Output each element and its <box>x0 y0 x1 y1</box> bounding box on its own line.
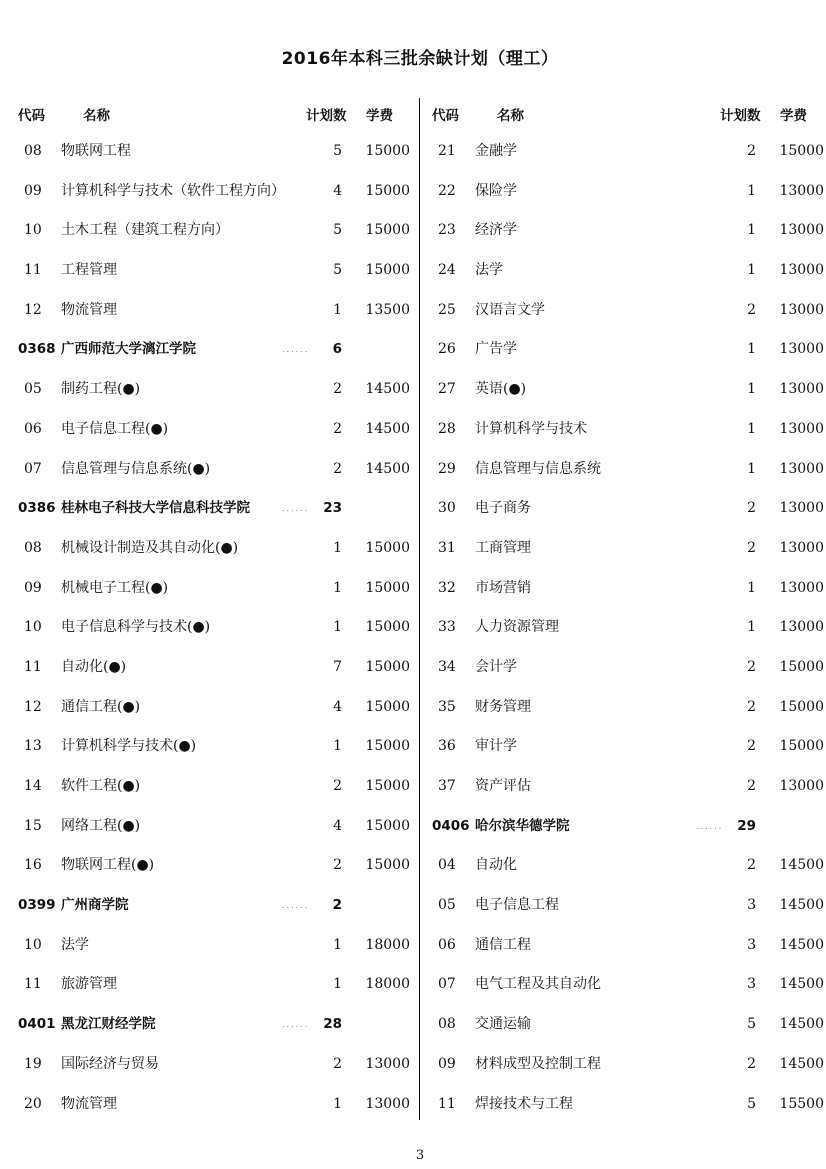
tuition-fee: 15000 <box>365 143 410 159</box>
major-row <box>10 450 410 490</box>
major-row <box>424 926 824 966</box>
major-row <box>424 172 824 212</box>
plan-count: 1 <box>747 222 756 239</box>
major-code: 11 <box>24 262 42 279</box>
major-code: 27 <box>438 381 456 398</box>
tuition-fee: 15000 <box>365 857 410 874</box>
tuition-fee: 14500 <box>365 381 410 398</box>
school-name: 广州商学院 <box>61 897 129 914</box>
major-name: 计算机科学与技术 <box>475 420 587 437</box>
school-code: 0368 <box>18 341 56 358</box>
major-row <box>10 727 410 767</box>
plan-count: 5 <box>747 1095 756 1112</box>
school-row <box>424 807 824 847</box>
major-name: 焊接技术与工程 <box>475 1095 573 1112</box>
major-name: 审计学 <box>475 738 517 755</box>
plan-count: 5 <box>333 143 342 159</box>
leader-dots: ...... <box>282 1020 310 1030</box>
major-row <box>424 529 824 569</box>
major-row <box>424 370 824 410</box>
major-code: 33 <box>438 619 456 636</box>
major-name: 物流管理 <box>61 301 117 318</box>
major-name: 信息管理与信息系统 <box>475 460 601 477</box>
major-code: 06 <box>438 936 456 953</box>
major-row <box>10 608 410 648</box>
major-row <box>424 965 824 1005</box>
tuition-fee: 14500 <box>365 420 410 437</box>
tuition-fee: 13000 <box>779 500 824 517</box>
tuition-fee: 15000 <box>365 262 410 279</box>
plan-count: 3 <box>747 936 756 953</box>
major-code: 37 <box>438 778 456 794</box>
school-plan-count: 6 <box>332 341 342 358</box>
plan-count: 2 <box>333 857 342 874</box>
tuition-fee: 13000 <box>779 579 824 596</box>
major-name: 会计学 <box>475 658 517 675</box>
header-name: 名称 <box>497 108 524 124</box>
leader-dots: ...... <box>282 345 310 355</box>
header-fee: 学费 <box>366 108 393 124</box>
school-code: 0386 <box>18 500 56 517</box>
school-code: 0406 <box>432 817 470 834</box>
tuition-fee: 13500 <box>365 301 410 318</box>
major-row <box>424 1045 824 1085</box>
major-name: 英语(●) <box>475 381 527 398</box>
plan-count: 2 <box>747 738 756 755</box>
major-code: 36 <box>438 738 456 755</box>
major-row <box>424 450 824 490</box>
school-code: 0401 <box>18 1016 56 1033</box>
major-code: 29 <box>438 460 456 477</box>
major-name: 人力资源管理 <box>475 619 559 636</box>
major-name: 软件工程(●) <box>61 778 141 794</box>
school-plan-count: 28 <box>323 1016 342 1033</box>
plan-count: 5 <box>333 222 342 239</box>
tuition-fee: 14500 <box>779 936 824 953</box>
major-row <box>424 330 824 370</box>
tuition-fee: 15000 <box>365 778 410 794</box>
tuition-fee: 18000 <box>365 976 410 993</box>
plan-count: 1 <box>333 738 342 755</box>
major-row <box>10 688 410 728</box>
major-code: 13 <box>24 738 42 755</box>
major-code: 25 <box>438 301 456 318</box>
major-name: 网络工程(●) <box>61 817 141 834</box>
major-code: 16 <box>24 857 42 874</box>
plan-count: 3 <box>747 897 756 914</box>
school-plan-count: 29 <box>737 817 756 834</box>
major-code: 12 <box>24 301 42 318</box>
major-row <box>424 410 824 450</box>
leader-dots: ...... <box>282 504 310 514</box>
major-name: 法学 <box>475 262 503 279</box>
major-row <box>424 251 824 291</box>
major-row <box>424 1085 824 1125</box>
tuition-fee: 13000 <box>779 460 824 477</box>
plan-count: 2 <box>747 778 756 794</box>
plan-count: 5 <box>747 1016 756 1033</box>
major-code: 35 <box>438 698 456 715</box>
plan-count: 1 <box>747 341 756 358</box>
major-code: 31 <box>438 539 456 556</box>
school-row <box>10 489 410 529</box>
tuition-fee: 15000 <box>365 539 410 556</box>
major-name: 通信工程 <box>475 936 531 953</box>
major-name: 市场营销 <box>475 579 531 596</box>
plan-count: 1 <box>333 1095 342 1112</box>
major-name: 物联网工程(●) <box>61 857 155 874</box>
tuition-fee: 15000 <box>779 658 824 675</box>
leader-dots: ...... <box>282 901 310 911</box>
plan-count: 1 <box>333 301 342 318</box>
major-code: 10 <box>24 936 42 953</box>
tuition-fee: 15000 <box>365 579 410 596</box>
tuition-fee: 13000 <box>779 539 824 556</box>
major-code: 12 <box>24 698 42 715</box>
school-name: 哈尔滨华德学院 <box>475 817 570 834</box>
major-code: 21 <box>438 143 456 159</box>
major-code: 34 <box>438 658 456 675</box>
tuition-fee: 13000 <box>779 262 824 279</box>
tuition-fee: 15000 <box>779 738 824 755</box>
major-code: 07 <box>24 460 42 477</box>
left-column <box>10 100 410 1124</box>
major-code: 32 <box>438 579 456 596</box>
plan-count: 1 <box>333 539 342 556</box>
major-row <box>10 569 410 609</box>
major-name: 电子商务 <box>475 500 531 517</box>
major-row <box>424 767 824 807</box>
plan-count: 2 <box>747 301 756 318</box>
major-code: 10 <box>24 619 42 636</box>
plan-count: 2 <box>747 1055 756 1072</box>
plan-count: 1 <box>747 381 756 398</box>
major-code: 05 <box>24 381 42 398</box>
school-row <box>10 1005 410 1045</box>
tuition-fee: 13000 <box>779 381 824 398</box>
major-name: 电子信息工程(●) <box>61 420 169 437</box>
major-code: 09 <box>438 1055 456 1072</box>
major-name: 金融学 <box>475 143 517 159</box>
school-name: 黑龙江财经学院 <box>61 1016 156 1033</box>
plan-count: 5 <box>333 262 342 279</box>
plan-count: 2 <box>747 698 756 715</box>
major-row <box>424 648 824 688</box>
major-code: 20 <box>24 1095 42 1112</box>
major-code: 08 <box>438 1016 456 1033</box>
major-row <box>10 846 410 886</box>
major-code: 04 <box>438 857 456 874</box>
major-code: 08 <box>24 539 42 556</box>
major-name: 资产评估 <box>475 778 531 794</box>
major-name: 电子信息科学与技术(●) <box>61 619 211 636</box>
tuition-fee: 18000 <box>365 936 410 953</box>
major-name: 保险学 <box>475 182 517 199</box>
major-row <box>10 370 410 410</box>
major-code: 11 <box>24 658 42 675</box>
plan-count: 1 <box>747 182 756 199</box>
plan-count: 1 <box>333 619 342 636</box>
tuition-fee: 15000 <box>365 222 410 239</box>
major-row <box>10 132 410 172</box>
major-name: 工商管理 <box>475 539 531 556</box>
tuition-fee: 14500 <box>365 460 410 477</box>
plan-count: 3 <box>747 976 756 993</box>
tuition-fee: 15500 <box>779 1095 824 1112</box>
tuition-fee: 14500 <box>779 976 824 993</box>
major-code: 14 <box>24 778 42 794</box>
major-name: 物流管理 <box>61 1095 117 1112</box>
major-code: 07 <box>438 976 456 993</box>
major-row <box>424 291 824 331</box>
tuition-fee: 14500 <box>779 857 824 874</box>
major-name: 通信工程(●) <box>61 698 141 715</box>
major-row <box>424 886 824 926</box>
major-name: 自动化 <box>475 857 517 874</box>
major-row <box>10 172 410 212</box>
plan-count: 1 <box>747 619 756 636</box>
tuition-fee: 15000 <box>365 698 410 715</box>
major-row <box>10 291 410 331</box>
school-name: 桂林电子科技大学信息科技学院 <box>61 500 250 517</box>
school-row <box>10 886 410 926</box>
major-name: 材料成型及控制工程 <box>475 1055 601 1072</box>
major-code: 06 <box>24 420 42 437</box>
major-row <box>424 1005 824 1045</box>
tuition-fee: 13000 <box>365 1055 410 1072</box>
tuition-fee: 13000 <box>779 182 824 199</box>
tuition-fee: 13000 <box>779 341 824 358</box>
tuition-fee: 13000 <box>779 222 824 239</box>
major-code: 28 <box>438 420 456 437</box>
header-code: 代码 <box>18 108 45 124</box>
plan-count: 2 <box>747 500 756 517</box>
major-name: 物联网工程 <box>61 143 131 159</box>
major-row <box>10 1085 410 1125</box>
header-count: 计划数 <box>720 108 761 124</box>
school-code: 0399 <box>18 897 56 914</box>
major-row <box>424 727 824 767</box>
major-row <box>424 688 824 728</box>
major-code: 05 <box>438 897 456 914</box>
column-header <box>10 100 410 132</box>
tuition-fee: 15000 <box>365 817 410 834</box>
plan-count: 1 <box>333 936 342 953</box>
right-column <box>424 100 824 1124</box>
major-name: 电子信息工程 <box>475 897 559 914</box>
major-row <box>10 648 410 688</box>
column-divider <box>419 98 420 1120</box>
major-name: 自动化(●) <box>61 658 127 675</box>
tuition-fee: 13000 <box>779 301 824 318</box>
tuition-fee: 15000 <box>365 738 410 755</box>
major-code: 08 <box>24 143 42 159</box>
major-name: 工程管理 <box>61 262 117 279</box>
plan-count: 7 <box>333 658 342 675</box>
major-code: 26 <box>438 341 456 358</box>
page-number: 3 <box>415 1148 425 1163</box>
major-code: 24 <box>438 262 456 279</box>
plan-count: 1 <box>333 976 342 993</box>
major-name: 国际经济与贸易 <box>61 1055 159 1072</box>
major-row <box>10 410 410 450</box>
major-code: 09 <box>24 579 42 596</box>
major-code: 30 <box>438 500 456 517</box>
plan-count: 2 <box>333 778 342 794</box>
major-code: 10 <box>24 222 42 239</box>
major-row <box>424 608 824 648</box>
major-row <box>10 926 410 966</box>
tuition-fee: 14500 <box>779 1055 824 1072</box>
plan-count: 4 <box>333 817 342 834</box>
major-row <box>10 529 410 569</box>
major-row <box>10 1045 410 1085</box>
major-row <box>10 965 410 1005</box>
major-name: 交通运输 <box>475 1016 531 1033</box>
tuition-fee: 15000 <box>365 658 410 675</box>
major-name: 机械电子工程(●) <box>61 579 169 596</box>
plan-count: 2 <box>747 857 756 874</box>
major-code: 11 <box>438 1095 456 1112</box>
major-row <box>424 132 824 172</box>
plan-count: 1 <box>747 579 756 596</box>
major-name: 法学 <box>61 936 89 953</box>
major-name: 经济学 <box>475 222 517 239</box>
school-name: 广西师范大学漓江学院 <box>61 341 196 358</box>
plan-count: 4 <box>333 698 342 715</box>
major-row <box>424 489 824 529</box>
major-row <box>10 767 410 807</box>
major-name: 制药工程(●) <box>61 381 141 398</box>
major-code: 09 <box>24 182 42 199</box>
plan-count: 2 <box>333 460 342 477</box>
major-code: 11 <box>24 976 42 993</box>
major-name: 机械设计制造及其自动化(●) <box>61 539 239 556</box>
plan-count: 1 <box>747 420 756 437</box>
major-name: 财务管理 <box>475 698 531 715</box>
plan-count: 2 <box>333 420 342 437</box>
column-header <box>424 100 824 132</box>
major-row <box>424 211 824 251</box>
major-name: 土木工程（建筑工程方向） <box>61 222 229 239</box>
tuition-fee: 14500 <box>779 897 824 914</box>
tuition-fee: 15000 <box>779 698 824 715</box>
plan-count: 1 <box>747 460 756 477</box>
header-name: 名称 <box>83 108 110 124</box>
major-name: 旅游管理 <box>61 976 117 993</box>
major-code: 23 <box>438 222 456 239</box>
major-code: 15 <box>24 817 42 834</box>
plan-count: 2 <box>747 658 756 675</box>
school-plan-count: 2 <box>332 897 342 914</box>
major-name: 信息管理与信息系统(●) <box>61 460 211 477</box>
leader-dots: ...... <box>696 821 724 831</box>
header-fee: 学费 <box>780 108 807 124</box>
plan-count: 2 <box>333 1055 342 1072</box>
tuition-fee: 13000 <box>779 778 824 794</box>
plan-count: 1 <box>333 579 342 596</box>
tuition-fee: 15000 <box>779 143 824 159</box>
plan-count: 2 <box>747 143 756 159</box>
major-row <box>10 807 410 847</box>
tuition-fee: 15000 <box>365 182 410 199</box>
major-name: 电气工程及其自动化 <box>475 976 601 993</box>
plan-count: 1 <box>747 262 756 279</box>
plan-count: 2 <box>333 381 342 398</box>
major-name: 计算机科学与技术(●) <box>61 738 197 755</box>
tuition-fee: 15000 <box>365 619 410 636</box>
tuition-fee: 13000 <box>365 1095 410 1112</box>
major-row <box>424 846 824 886</box>
major-row <box>10 251 410 291</box>
plan-count: 4 <box>333 182 342 199</box>
plan-count: 2 <box>747 539 756 556</box>
tuition-fee: 13000 <box>779 619 824 636</box>
major-name: 计算机科学与技术（软件工程方向） <box>61 182 285 199</box>
header-code: 代码 <box>432 108 459 124</box>
major-name: 广告学 <box>475 341 517 358</box>
major-name: 汉语言文学 <box>475 301 545 318</box>
major-code: 22 <box>438 182 456 199</box>
tuition-fee: 14500 <box>779 1016 824 1033</box>
tuition-fee: 13000 <box>779 420 824 437</box>
page-title: 2016年本科三批余缺计划（理工） <box>281 49 559 69</box>
major-code: 19 <box>24 1055 42 1072</box>
header-count: 计划数 <box>306 108 347 124</box>
major-row <box>424 569 824 609</box>
school-row <box>10 330 410 370</box>
major-row <box>10 211 410 251</box>
school-plan-count: 23 <box>323 500 342 517</box>
